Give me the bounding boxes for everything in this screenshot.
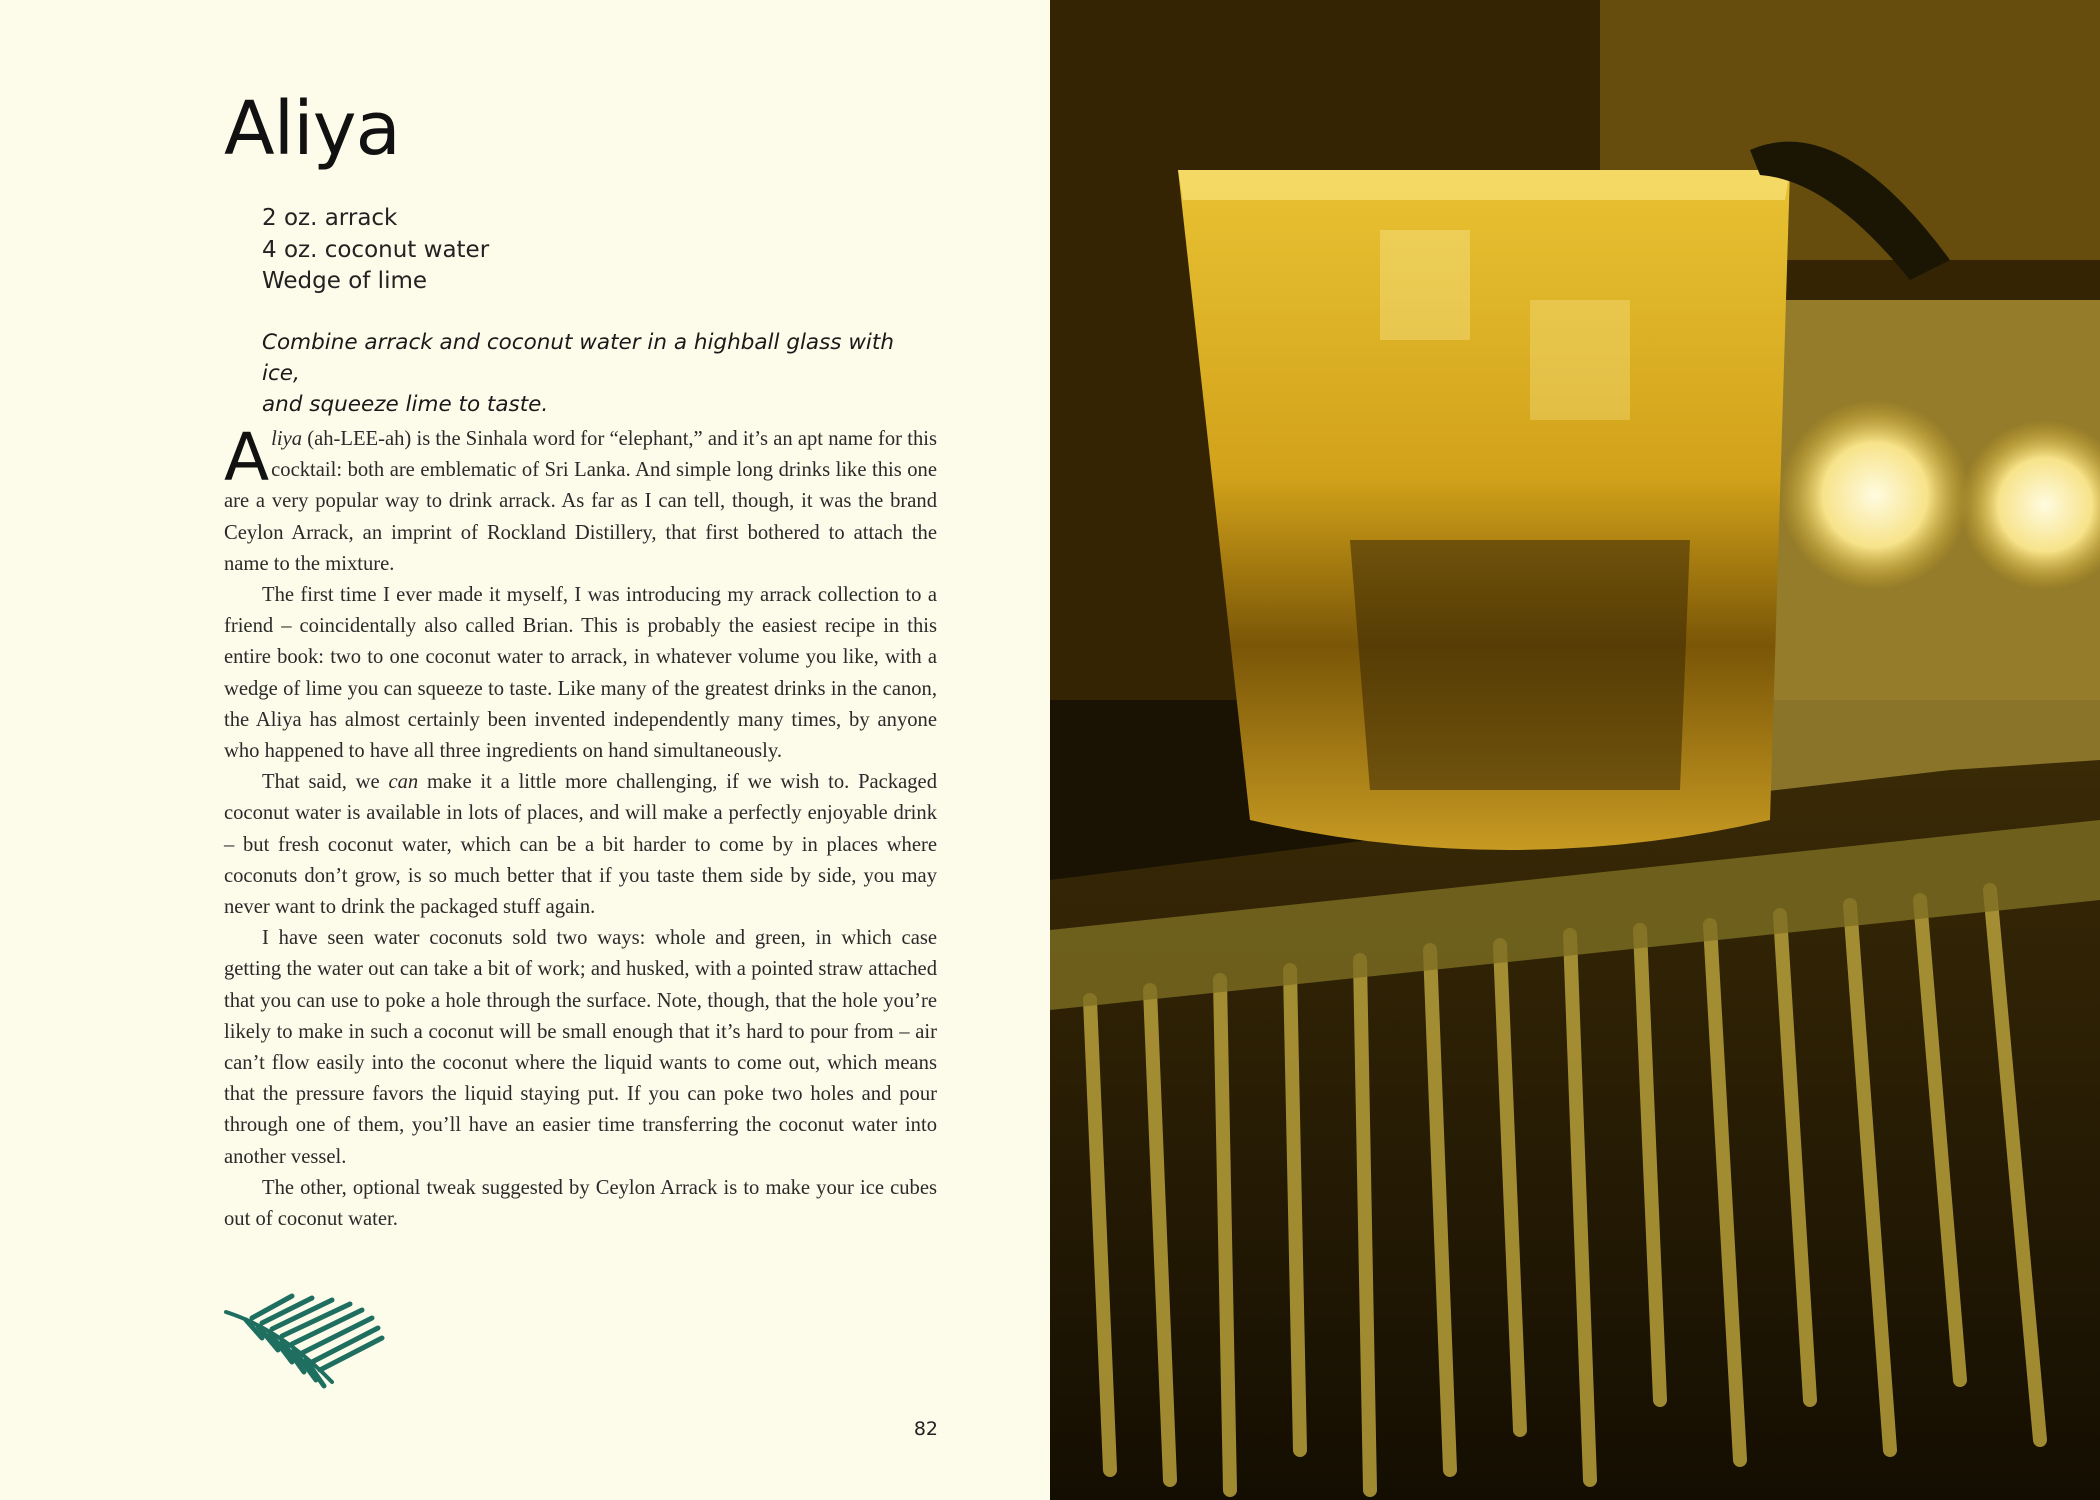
paragraph-text: make it a little more challenging, if we wish to. Packaged coconut water is available in lots of places, and will make a perfectly enjoyable drink – but fresh coconut water, which can be a bit harder to come by in places where coconuts don’t grow, is so much better that if you taste them side by side, you may never want to drink the packaged stuff again. bbox=[224, 771, 937, 919]
recipe-method bbox=[262, 327, 902, 420]
ingredient-item: 2 oz. arrack bbox=[262, 205, 398, 231]
paragraph-text: That said, we bbox=[262, 771, 389, 794]
recipe-title: Aliya bbox=[224, 86, 400, 172]
paragraph: The other, optional tweak suggested by Ceylon Arrack is to make your ice cubes out of coconut water. bbox=[224, 1176, 937, 1231]
paragraph-text: (ah-LEE-ah) is the Sinhala word for “elephant,” and it’s an apt name for this cocktail: both are emblematic of Sri Lanka. And simple long drinks like this one are a very popular way to drink arrack. As far as I can tell, though, it was the brand Ceylon Arrack, an imprint of Rockland Distillery, that first bothered to attach the name to the mixture. bbox=[224, 428, 937, 575]
ingredient-list bbox=[262, 203, 489, 298]
page-number: 82 bbox=[913, 1418, 938, 1440]
palm-frond-icon bbox=[222, 1290, 412, 1390]
article-body bbox=[224, 419, 937, 1235]
cocktail-photo bbox=[1050, 0, 2100, 1500]
method-line: and squeeze lime to taste. bbox=[262, 392, 549, 417]
ingredient-item: Wedge of lime bbox=[262, 268, 428, 294]
emphasis: can bbox=[388, 771, 419, 794]
paragraph bbox=[224, 767, 937, 923]
drop-cap: A bbox=[224, 419, 270, 496]
paragraph: I have seen water coconuts sold two ways: whole and green, in which case getting the water out can take a bit of work; and husked, with a pointed straw attached that you can use to poke a hole through the surface. Note, though, that the hole you’re likely to make in such a coconut will be small enough that it’s hard to pour from – air can’t flow easily into the coconut where the liquid wants to come out, which means that the pressure favors the liquid staying put. If you can poke two holes and pour through one of them, you’ll have an easier time transferring the coconut water into another vessel. bbox=[224, 927, 937, 1168]
ingredient-item: 4 oz. coconut water bbox=[262, 236, 490, 263]
paragraph: The first time I ever made it myself, I was introducing my arrack collection to a friend – coincidentally also called Brian. This is probably the easiest recipe in this entire book: two to one coconut water to arrack, in whatever volume you like, with a wedge of lime you can squeeze to taste. Like many of the greatest drinks in the canon, the Aliya has almost certainly been invented independently many times, by anyone who happened to have all three ingredients on hand simultaneously. bbox=[224, 584, 937, 763]
emphasis: liya bbox=[271, 428, 303, 450]
right-page bbox=[1050, 0, 2100, 1500]
method-line: Combine arrack and coconut water in a highball glass with ice, bbox=[262, 330, 894, 386]
paragraph bbox=[224, 419, 937, 580]
